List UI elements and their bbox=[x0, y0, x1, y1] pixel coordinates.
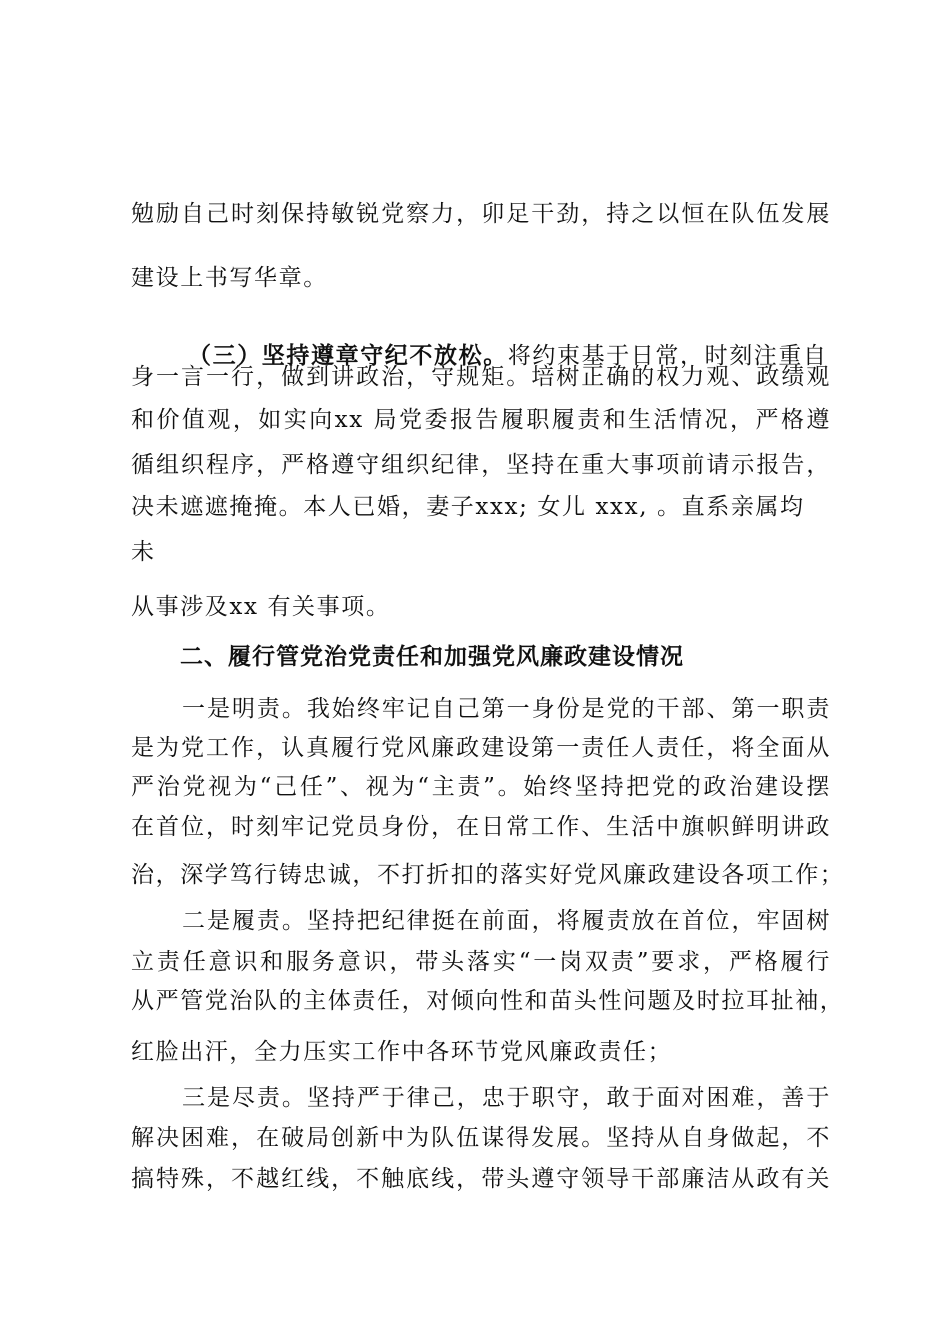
paragraph-line: 是为党工作，认真履行党风廉政建设第一责任人责任，将全面从 bbox=[131, 735, 831, 761]
paragraph-line: 未 bbox=[131, 539, 156, 565]
paragraph-line: 一是明责。我始终牢记自己第一身份是党的干部、第一职责 bbox=[182, 696, 831, 722]
paragraph-line: 勉励自己时刻保持敏锐党察力，卯足干劲，持之以恒在队伍发展 bbox=[131, 201, 831, 227]
paragraph-line: 解决困难，在破局创新中为队伍谋得发展。坚持从自身做起，不 bbox=[131, 1125, 831, 1151]
paragraph-line: 和价值观，如实向xx 局党委报告履职履责和生活情况，严格遵 bbox=[131, 407, 831, 433]
paragraph-line: 循组织程序，严格遵守组织纪律，坚持在重大事项前请示报告， bbox=[131, 452, 831, 478]
paragraph-line: 在首位，时刻牢记党员身份，在日常工作、生活中旗帜鲜明讲政 bbox=[131, 814, 831, 840]
paragraph-line: 从事涉及xx 有关事项。 bbox=[131, 594, 391, 620]
paragraph-line: 严治党视为“己任”、视为“主责”。始终坚持把党的政治建设摆 bbox=[131, 774, 831, 800]
section-heading: 二、履行管党治党责任和加强党风廉政建设情况 bbox=[180, 644, 684, 670]
paragraph-line: 决未遮遮掩掩。本人已婚，妻子xxx; 女儿 xxx, 。直系亲属均 bbox=[131, 494, 805, 520]
paragraph-line: 红脸出汗，全力压实工作中各环节党风廉政责任； bbox=[131, 1039, 673, 1065]
paragraph-line: 从严管党治队的主体责任，对倾向性和苗头性问题及时拉耳扯袖， bbox=[131, 988, 845, 1014]
paragraph-line: 搞特殊，不越红线，不触底线，带头遵守领导干部廉洁从政有关 bbox=[131, 1166, 831, 1192]
paragraph-line: 三是尽责。坚持严于律己，忠于职守，敢于面对困难，善于 bbox=[182, 1085, 831, 1111]
paragraph-line: 治，深学笃行铸忠诚，不打折扣的落实好党风廉政建设各项工作； bbox=[131, 862, 845, 888]
section-three-subhead: （三）坚持遵章守纪不放松。 bbox=[188, 342, 508, 369]
paragraph-line: 二是履责。坚持把纪律挺在前面，将履责放在首位，牢固树 bbox=[182, 908, 831, 934]
paragraph-line: 建设上书写华章。 bbox=[131, 265, 328, 291]
section-three-text: 将约束基于日常，时刻注重自 bbox=[507, 343, 828, 369]
paragraph-line: 立责任意识和服务意识，带头落实“一岗双责”要求，严格履行 bbox=[131, 949, 831, 975]
paragraph-line: 身一言一行，做到讲政治，守规矩。培树正确的权力观、政绩观 bbox=[131, 364, 831, 390]
